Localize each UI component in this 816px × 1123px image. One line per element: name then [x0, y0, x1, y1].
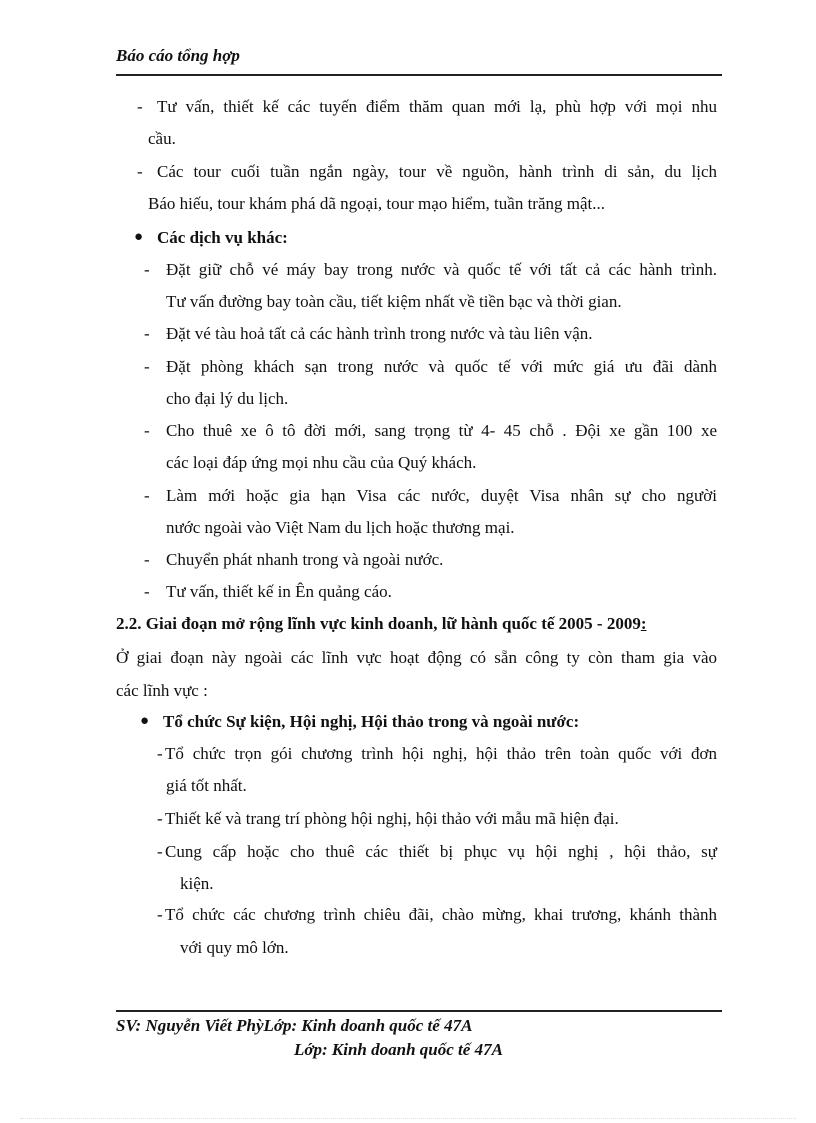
- list-item-text: Tổ chức trọn gói chương trình hội nghị, hội thảo trên toàn quốc với đơn: [165, 744, 717, 763]
- list-item-text: Đặt phòng khách sạn trong nước và quốc tế với mức giá ưu đãi dành: [166, 357, 717, 376]
- dash-marker: -: [144, 260, 150, 279]
- paragraph-line: các lĩnh vực :: [116, 681, 208, 700]
- list-item-text: Tư vấn đường bay toàn cầu, tiết kiệm nhất về tiền bạc và thời gian.: [166, 292, 622, 311]
- dash-marker: -: [144, 357, 150, 376]
- list-item-text: kiện.: [180, 874, 214, 893]
- footer-rule: [116, 1010, 722, 1012]
- list-item-text: Báo hiếu, tour khám phá dã ngoại, tour mạo hiểm, tuần trăng mật...: [148, 194, 605, 213]
- dash-marker: -: [144, 582, 150, 601]
- paragraph-line: Ở giai đoạn này ngoài các lĩnh vực hoạt động có sẵn công ty còn tham gia vào: [116, 648, 717, 667]
- dash-marker: -: [137, 162, 143, 181]
- list-item-text: Thiết kế và trang trí phòng hội nghị, hội thảo với mẫu mã hiện đại.: [165, 809, 619, 828]
- section-heading-text: 2.2. Giai đoạn mở rộng lĩnh vực kinh doanh, lữ hành quốc tế 2005 - 2009: [116, 614, 641, 633]
- dash-marker: -: [144, 550, 150, 569]
- dash-marker: -: [157, 842, 163, 861]
- section-heading-colon: :: [640, 614, 647, 633]
- list-item-text: Chuyển phát nhanh trong và ngoài nước.: [166, 550, 444, 569]
- footer-class-line: Lớp: Kinh doanh quốc tế 47A: [294, 1040, 503, 1059]
- page-header-title: Báo cáo tổng hợp: [116, 46, 240, 65]
- list-item-text: Cung cấp hoặc cho thuê các thiết bị phục vụ hội nghị , hội thảo, sự: [165, 842, 717, 861]
- dash-marker: -: [157, 905, 163, 924]
- list-item-text: Làm mới hoặc gia hạn Visa các nước, duyệt Visa nhân sự cho người: [166, 486, 717, 505]
- list-item-text: giá tốt nhất.: [166, 776, 247, 795]
- list-item-text: Đặt giữ chỗ vé máy bay trong nước và quốc tế với tất cả các hành trình.: [166, 260, 717, 279]
- dash-marker: -: [144, 324, 150, 343]
- page-edge-dots: [20, 1118, 796, 1119]
- list-item-text: cầu.: [148, 129, 176, 148]
- list-item-text: Đặt vé tàu hoả tất cả các hành trình trong nước và tàu liên vận.: [166, 324, 593, 343]
- section-subheading: Tổ chức Sự kiện, Hội nghị, Hội thảo trong và ngoài nước:: [163, 712, 580, 731]
- list-item-text: cho đại lý du lịch.: [166, 389, 289, 408]
- dash-marker: -: [157, 809, 163, 828]
- list-item-text: Tổ chức các chương trình chiêu đãi, chào mừng, khai trương, khánh thành: [165, 905, 717, 924]
- footer-student: SV: Nguyễn Viết Phỳ: [116, 1016, 264, 1035]
- list-item-text: các loại đáp ứng mọi nhu cầu của Quý khách.: [166, 453, 477, 472]
- list-item-text: với quy mô lớn.: [180, 938, 289, 957]
- list-item-text: nước ngoài vào Việt Nam du lịch hoặc thương mại.: [166, 518, 515, 537]
- footer-class: Lớp: Kinh doanh quốc tế 47A: [263, 1016, 473, 1035]
- list-item-text: Các tour cuối tuần ngắn ngày, tour về nguồn, hành trình di sản, du lịch: [157, 162, 717, 181]
- dash-marker: -: [157, 744, 163, 763]
- header-rule: [116, 74, 722, 76]
- list-item-text: Tư vấn, thiết kế in Ên quảng cáo.: [166, 582, 392, 601]
- bullet-icon: ●: [134, 229, 144, 245]
- list-item-text: Cho thuê xe ô tô đời mới, sang trọng từ 4- 45 chỗ . Đội xe gần 100 xe: [166, 421, 717, 440]
- list-item-text: Tư vấn, thiết kế các tuyến điểm thăm quan mới lạ, phù hợp với mọi nhu: [157, 97, 717, 116]
- bullet-icon: ●: [140, 713, 150, 729]
- section-heading: [116, 614, 647, 634]
- dash-marker: -: [144, 421, 150, 440]
- footer-line-1: [116, 1016, 472, 1036]
- dash-marker: -: [137, 97, 143, 116]
- section-subheading: Các dịch vụ khác:: [157, 228, 288, 247]
- dash-marker: -: [144, 486, 150, 505]
